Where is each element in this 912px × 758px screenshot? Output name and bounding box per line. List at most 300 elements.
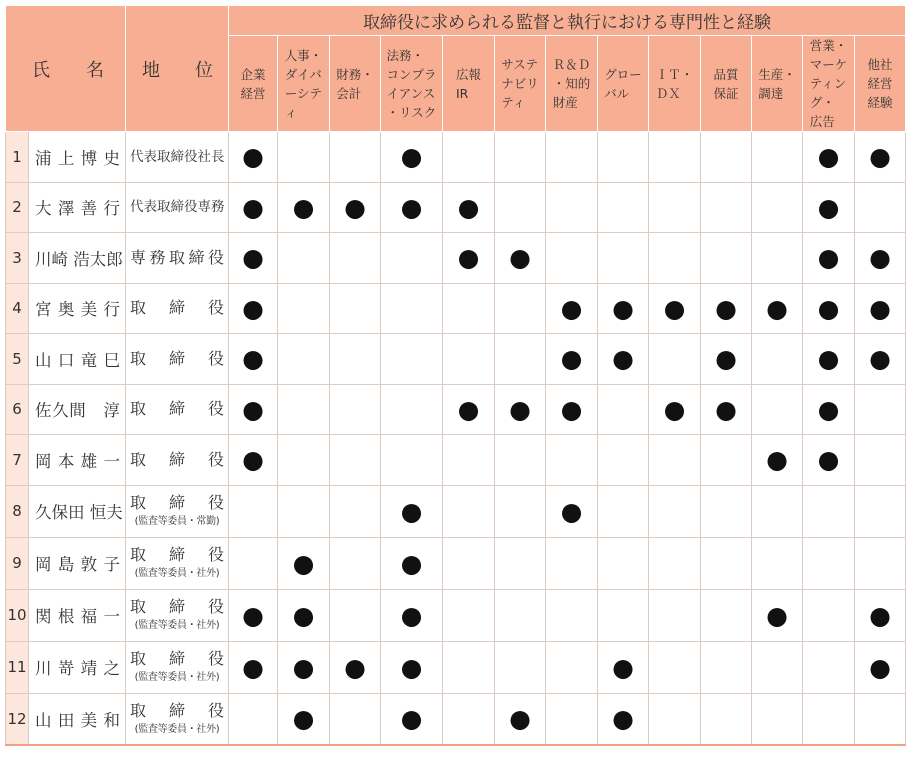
skill-header-hr-diversity — [278, 36, 330, 132]
skill-cell-rnd-ip — [546, 132, 598, 183]
skill-header-line: 保証 — [713, 85, 739, 101]
skill-header-line: ティ — [501, 95, 526, 110]
skill-cell-pr-ir — [443, 537, 495, 589]
member-name: 宮奥美行 — [35, 300, 120, 320]
member-position-cell — [126, 384, 229, 435]
position-column-header-label: 地 位 — [142, 59, 213, 81]
skill-header-line: 他社 — [867, 57, 893, 72]
skill-header-line: 広報 — [455, 66, 481, 82]
skill-cell-sustainability — [495, 384, 546, 435]
dot-icon: ● — [400, 600, 423, 630]
skill-cell-pr-ir — [443, 334, 495, 385]
skill-cell-production-procurement — [752, 641, 803, 693]
member-position-cell — [126, 182, 229, 233]
dot-icon: ● — [612, 704, 634, 734]
skill-cell-finance-accounting — [330, 537, 381, 589]
skill-cell-global — [598, 589, 649, 641]
skill-cell-sales-marketing-advertising — [803, 384, 855, 435]
member-number: 5 — [6, 334, 29, 385]
skill-cell-legal-compliance-risk — [381, 485, 443, 537]
member-position-note: (監査等委員・社外) — [134, 672, 220, 683]
skill-cell-production-procurement — [752, 485, 803, 537]
skill-header-label — [868, 55, 893, 112]
skill-cell-corporate-management — [229, 589, 278, 641]
dot-icon: ● — [869, 293, 891, 323]
skill-header-line: ィ — [284, 104, 298, 120]
skill-header-line: 法務・ — [386, 47, 424, 63]
skill-cell-pr-ir — [443, 485, 495, 537]
skill-cell-production-procurement — [752, 233, 803, 284]
member-name: 山口竜巳 — [35, 350, 120, 370]
skill-cell-pr-ir — [443, 182, 495, 233]
skill-cell-sales-marketing-advertising — [803, 132, 855, 183]
skill-cell-corporate-management — [229, 182, 278, 233]
dot-icon: ● — [292, 600, 315, 630]
skill-cell-quality-assurance — [701, 182, 752, 233]
skill-cell-it-dx — [649, 485, 701, 537]
skill-header-rnd-ip — [546, 36, 598, 132]
dot-icon: ● — [612, 344, 634, 374]
skill-cell-pr-ir — [443, 693, 495, 745]
member-name-cell — [29, 435, 126, 486]
skill-cell-sustainability — [495, 537, 546, 589]
skill-cell-other-company-management — [855, 182, 906, 233]
dot-icon: ● — [344, 192, 366, 222]
member-number: 6 — [6, 384, 29, 435]
member-number: 9 — [6, 537, 29, 589]
skill-cell-corporate-management — [229, 283, 278, 334]
skill-cell-legal-compliance-risk — [381, 182, 443, 233]
skill-cell-hr-diversity — [278, 233, 330, 284]
dot-icon: ● — [869, 600, 891, 630]
member-position-note: (監査等委員・社外) — [134, 568, 220, 579]
skill-header-corporate-management — [229, 36, 278, 132]
skill-cell-it-dx — [649, 435, 701, 486]
dot-icon: ● — [400, 496, 423, 526]
skill-header-label — [386, 46, 436, 122]
dot-icon: ● — [766, 600, 788, 630]
member-row — [6, 537, 906, 589]
skill-cell-quality-assurance — [701, 589, 752, 641]
member-position: 取締役 — [130, 545, 224, 564]
skill-header-line: 営業・ — [809, 38, 848, 53]
skill-cell-finance-accounting — [330, 693, 381, 745]
skill-cell-pr-ir — [443, 384, 495, 435]
dot-icon: ● — [869, 142, 891, 172]
skill-cell-hr-diversity — [278, 334, 330, 385]
member-row — [6, 384, 906, 435]
skill-cell-it-dx — [649, 334, 701, 385]
skill-header-line: 財産 — [552, 95, 578, 110]
skill-cell-pr-ir — [443, 283, 495, 334]
member-name: 岡本雄一 — [35, 451, 120, 471]
skill-header-line: 財務・ — [336, 66, 374, 82]
member-name: 川嵜靖之 — [35, 659, 120, 678]
skill-cell-quality-assurance — [701, 334, 752, 385]
skill-header-legal-compliance-risk — [381, 36, 443, 132]
skill-cell-global — [598, 537, 649, 589]
skill-cell-production-procurement — [752, 132, 803, 183]
skill-cell-hr-diversity — [278, 693, 330, 745]
skill-cell-rnd-ip — [546, 537, 598, 589]
skill-cell-finance-accounting — [330, 641, 381, 693]
skill-header-label — [285, 46, 323, 122]
skill-cell-sustainability — [495, 334, 546, 385]
dot-icon: ● — [612, 293, 634, 323]
member-position: 代表取締役社長 — [130, 148, 225, 165]
skill-header-line: 調達 — [758, 85, 784, 101]
skill-header-line: 広告 — [809, 114, 835, 129]
member-number: 12 — [6, 693, 29, 745]
skill-cell-quality-assurance — [701, 132, 752, 183]
dot-icon: ● — [400, 548, 423, 578]
skill-header-label — [456, 65, 481, 103]
member-row — [6, 589, 906, 641]
skill-header-line: グ・ — [809, 95, 835, 110]
member-number: 2 — [6, 182, 29, 233]
skill-matrix-table — [5, 5, 906, 746]
dot-icon: ● — [869, 243, 891, 273]
skill-cell-other-company-management — [855, 435, 906, 486]
skill-header-label — [553, 55, 591, 112]
member-position: 取締役 — [130, 348, 224, 368]
member-position-note: (監査等委員・社外) — [134, 723, 220, 735]
skill-cell-sustainability — [495, 182, 546, 233]
skill-cell-finance-accounting — [330, 485, 381, 537]
skill-cell-finance-accounting — [330, 334, 381, 385]
dot-icon: ● — [242, 600, 264, 630]
member-name-cell — [29, 182, 126, 233]
dot-icon: ● — [817, 293, 840, 323]
dot-icon: ● — [292, 704, 315, 734]
skill-header-global — [598, 36, 649, 132]
skill-cell-quality-assurance — [701, 641, 752, 693]
skill-cell-other-company-management — [855, 641, 906, 693]
skill-cell-production-procurement — [752, 182, 803, 233]
dot-icon: ● — [457, 243, 480, 273]
skill-header-line: コンプラ — [386, 66, 437, 82]
skill-cell-sustainability — [495, 233, 546, 284]
member-position: 取締役 — [130, 449, 224, 469]
skill-cell-hr-diversity — [278, 384, 330, 435]
skill-header-label — [501, 55, 539, 112]
dot-icon: ● — [242, 394, 264, 424]
dot-icon: ● — [400, 704, 423, 734]
skill-header-finance-accounting — [330, 36, 381, 132]
dot-icon: ● — [242, 445, 264, 475]
dot-icon: ● — [560, 344, 583, 374]
skill-header-sales-marketing-advertising — [803, 36, 855, 132]
skill-cell-other-company-management — [855, 537, 906, 589]
skill-cell-hr-diversity — [278, 132, 330, 183]
member-position-note: (監査等委員・社外) — [134, 620, 220, 631]
member-position-cell — [126, 334, 229, 385]
skill-header-line: サステ — [501, 57, 538, 72]
member-name-cell — [29, 132, 126, 183]
member-name-cell — [29, 384, 126, 435]
dot-icon: ● — [612, 652, 634, 682]
skill-cell-corporate-management — [229, 693, 278, 745]
skill-cell-production-procurement — [752, 693, 803, 745]
dot-icon: ● — [817, 192, 840, 222]
skill-header-line: 人事・ — [284, 47, 323, 63]
member-rows — [6, 132, 906, 746]
skill-cell-global — [598, 233, 649, 284]
skill-cell-sales-marketing-advertising — [803, 334, 855, 385]
member-row — [6, 693, 906, 745]
skill-cell-sales-marketing-advertising — [803, 589, 855, 641]
dot-icon: ● — [715, 293, 737, 323]
member-position: 取締役 — [130, 493, 224, 512]
member-position: 取締役 — [130, 700, 224, 720]
skill-cell-sales-marketing-advertising — [803, 283, 855, 334]
skill-cell-global — [598, 641, 649, 693]
skill-header-line: イアンス — [386, 85, 436, 101]
member-position: 取締役 — [130, 399, 224, 419]
member-position-cell — [126, 132, 229, 183]
skill-cell-sales-marketing-advertising — [803, 182, 855, 233]
member-position-cell — [126, 641, 229, 693]
member-position: 取締役 — [130, 298, 224, 318]
skill-cell-corporate-management — [229, 485, 278, 537]
skill-header-line: 品質 — [713, 66, 739, 82]
skill-cell-rnd-ip — [546, 641, 598, 693]
dot-icon: ● — [817, 445, 840, 475]
skill-cell-rnd-ip — [546, 182, 598, 233]
skill-header-line: 経営 — [867, 76, 893, 91]
skill-cell-legal-compliance-risk — [381, 334, 443, 385]
skill-cell-sustainability — [495, 589, 546, 641]
dot-icon: ● — [242, 142, 264, 172]
dot-icon: ● — [242, 344, 264, 374]
skill-cell-corporate-management — [229, 435, 278, 486]
member-position: 専務取締役 — [130, 247, 224, 267]
skill-cell-rnd-ip — [546, 589, 598, 641]
skill-cell-sales-marketing-advertising — [803, 485, 855, 537]
name-column-header-label: 氏 名 — [32, 59, 104, 81]
skills-group-title: 取締役に求められる監督と執行における専門性と経験 — [363, 13, 772, 33]
member-number: 8 — [6, 485, 29, 537]
skill-cell-sustainability — [495, 435, 546, 486]
member-position-cell — [126, 233, 229, 284]
dot-icon: ● — [817, 142, 840, 172]
member-name-cell — [29, 641, 126, 693]
skill-cell-sustainability — [495, 283, 546, 334]
skill-cell-legal-compliance-risk — [381, 233, 443, 284]
skill-cell-rnd-ip — [546, 334, 598, 385]
skill-cell-quality-assurance — [701, 384, 752, 435]
dot-icon: ● — [242, 243, 264, 273]
member-name-cell — [29, 537, 126, 589]
skill-header-it-dx — [649, 36, 701, 132]
name-column-header — [6, 6, 126, 132]
member-number: 3 — [6, 233, 29, 284]
skill-cell-production-procurement — [752, 435, 803, 486]
member-position-cell — [126, 435, 229, 486]
skill-header-line: ーシテ — [284, 85, 322, 101]
skill-header-label — [656, 65, 694, 103]
skill-header-label — [810, 36, 848, 131]
skill-cell-hr-diversity — [278, 182, 330, 233]
skill-cell-it-dx — [649, 641, 701, 693]
skill-cell-hr-diversity — [278, 435, 330, 486]
dot-icon: ● — [663, 394, 686, 424]
skill-cell-pr-ir — [443, 589, 495, 641]
skill-cell-production-procurement — [752, 537, 803, 589]
member-name: 浦上博史 — [35, 148, 120, 168]
skill-cell-hr-diversity — [278, 537, 330, 589]
skill-cell-legal-compliance-risk — [381, 641, 443, 693]
dot-icon: ● — [509, 704, 531, 734]
member-row — [6, 485, 906, 537]
skill-cell-global — [598, 334, 649, 385]
skill-cell-corporate-management — [229, 334, 278, 385]
skill-cell-rnd-ip — [546, 435, 598, 486]
skill-cell-finance-accounting — [330, 589, 381, 641]
dot-icon: ● — [242, 293, 264, 323]
member-name: 関根福一 — [35, 607, 120, 626]
skill-header-other-company-management — [855, 36, 906, 132]
skill-cell-other-company-management — [855, 132, 906, 183]
skill-header-label — [713, 65, 738, 103]
member-position-cell — [126, 589, 229, 641]
skill-cell-hr-diversity — [278, 283, 330, 334]
member-row — [6, 435, 906, 486]
skill-cell-hr-diversity — [278, 641, 330, 693]
skill-cell-it-dx — [649, 537, 701, 589]
skill-cell-corporate-management — [229, 233, 278, 284]
member-row — [6, 132, 906, 183]
skill-cell-production-procurement — [752, 589, 803, 641]
member-position-cell — [126, 485, 229, 537]
dot-icon: ● — [817, 344, 840, 374]
skill-cell-other-company-management — [855, 334, 906, 385]
skill-cell-global — [598, 693, 649, 745]
skill-cell-rnd-ip — [546, 283, 598, 334]
skill-header-sustainability — [495, 36, 546, 132]
skill-cell-finance-accounting — [330, 283, 381, 334]
member-number: 4 — [6, 283, 29, 334]
skill-cell-legal-compliance-risk — [381, 693, 443, 745]
dot-icon: ● — [292, 652, 315, 682]
skill-cell-finance-accounting — [330, 233, 381, 284]
skill-header-line: バル — [604, 85, 630, 101]
dot-icon: ● — [344, 652, 366, 682]
skill-header-line: 生産・ — [758, 66, 796, 82]
member-row — [6, 182, 906, 233]
dot-icon: ● — [663, 293, 686, 323]
dot-icon: ● — [400, 192, 423, 222]
skill-cell-corporate-management — [229, 641, 278, 693]
skill-header-line: 経営 — [240, 85, 266, 101]
skill-cell-pr-ir — [443, 233, 495, 284]
dot-icon: ● — [242, 652, 264, 682]
skill-header-line: 企業 — [240, 66, 266, 82]
dot-icon: ● — [766, 293, 788, 323]
skill-cell-global — [598, 485, 649, 537]
skill-cell-other-company-management — [855, 283, 906, 334]
skill-cell-sustainability — [495, 641, 546, 693]
skill-cell-legal-compliance-risk — [381, 537, 443, 589]
member-name: 川崎 浩太郎 — [35, 249, 123, 269]
skill-cell-quality-assurance — [701, 485, 752, 537]
member-row — [6, 334, 906, 385]
skill-cell-finance-accounting — [330, 182, 381, 233]
member-row — [6, 283, 906, 334]
member-name-cell — [29, 589, 126, 641]
member-number: 7 — [6, 435, 29, 486]
skill-cell-legal-compliance-risk — [381, 589, 443, 641]
skill-cell-finance-accounting — [330, 435, 381, 486]
member-row — [6, 641, 906, 693]
skill-cell-global — [598, 283, 649, 334]
member-name-cell — [29, 283, 126, 334]
skill-cell-it-dx — [649, 233, 701, 284]
skill-header-label — [336, 65, 374, 103]
skill-cell-it-dx — [649, 693, 701, 745]
skill-header-line: ・知的 — [552, 76, 591, 91]
member-name: 佐久間 淳 — [35, 401, 120, 421]
skill-cell-other-company-management — [855, 233, 906, 284]
skill-cell-quality-assurance — [701, 435, 752, 486]
skill-cell-it-dx — [649, 132, 701, 183]
skill-cell-pr-ir — [443, 435, 495, 486]
member-number: 10 — [6, 589, 29, 641]
member-name-cell — [29, 485, 126, 537]
member-position: 取締役 — [130, 597, 224, 616]
skill-header-line: IR — [455, 85, 469, 101]
skill-cell-sales-marketing-advertising — [803, 233, 855, 284]
header-row-title — [6, 6, 906, 36]
skill-header-label — [240, 65, 265, 103]
dot-icon: ● — [560, 496, 583, 526]
skill-header-production-procurement — [752, 36, 803, 132]
skill-header-line: 会計 — [336, 85, 362, 101]
skill-header-line: ＩＴ・ — [655, 66, 694, 82]
member-position: 代表取締役専務 — [130, 199, 225, 216]
skill-cell-quality-assurance — [701, 693, 752, 745]
skill-cell-global — [598, 384, 649, 435]
dot-icon: ● — [400, 142, 423, 172]
member-position-cell — [126, 537, 229, 589]
skill-cell-sustainability — [495, 693, 546, 745]
skill-cell-corporate-management — [229, 384, 278, 435]
skill-cell-pr-ir — [443, 641, 495, 693]
dot-icon: ● — [509, 243, 531, 273]
skill-cell-it-dx — [649, 182, 701, 233]
skill-cell-other-company-management — [855, 693, 906, 745]
dot-icon: ● — [457, 394, 480, 424]
position-column-header — [126, 6, 229, 132]
skill-cell-sales-marketing-advertising — [803, 693, 855, 745]
skill-cell-it-dx — [649, 283, 701, 334]
member-position-cell — [126, 283, 229, 334]
member-name: 大澤善行 — [35, 199, 120, 219]
member-name-cell — [29, 693, 126, 745]
dot-icon: ● — [766, 445, 788, 475]
dot-icon: ● — [509, 394, 531, 424]
member-position: 取締役 — [130, 649, 224, 668]
skill-cell-global — [598, 132, 649, 183]
skill-cell-production-procurement — [752, 283, 803, 334]
skill-cell-sales-marketing-advertising — [803, 435, 855, 486]
dot-icon: ● — [817, 243, 840, 273]
skill-cell-legal-compliance-risk — [381, 132, 443, 183]
skill-cell-sustainability — [495, 485, 546, 537]
dot-icon: ● — [715, 394, 737, 424]
dot-icon: ● — [560, 394, 583, 424]
member-name: 久保田 恒夫 — [35, 503, 123, 522]
